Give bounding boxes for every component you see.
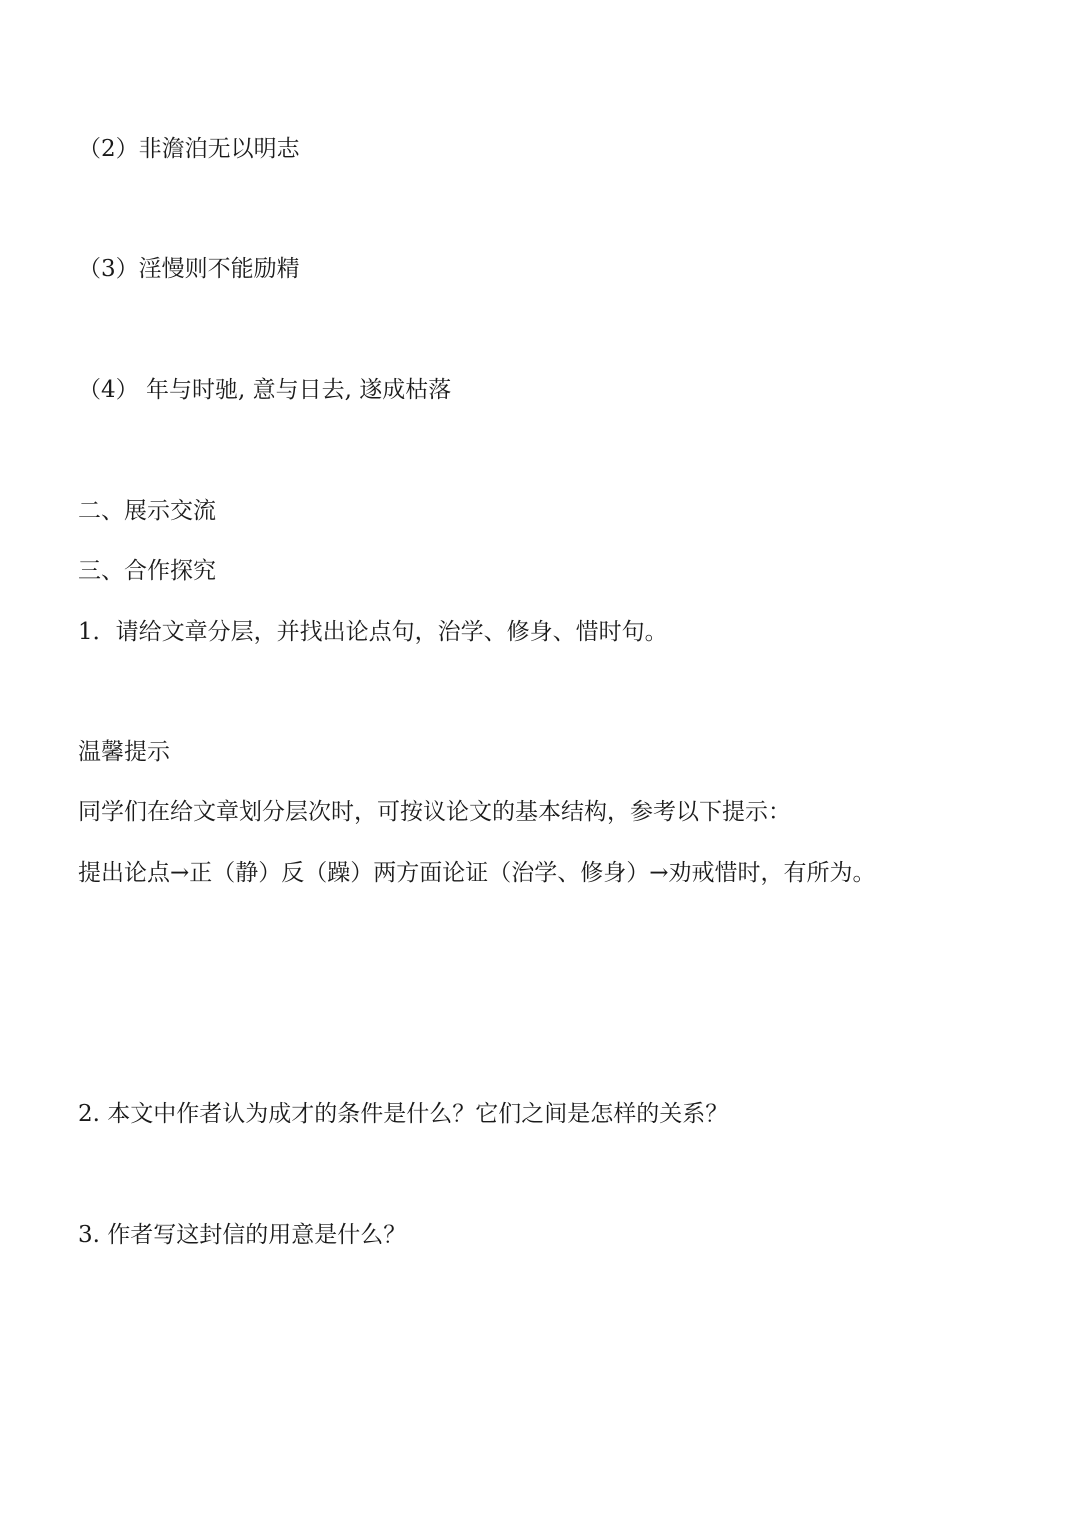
- question-1: 1．请给文章分层，并找出论点句，治学、修身、惜时句。: [78, 619, 668, 645]
- translation-item-2: （2）非澹泊无以明志: [78, 136, 300, 162]
- section-heading-explore: 三、合作探究: [78, 558, 216, 584]
- translation-item-3: （3）淫慢则不能励精: [78, 256, 300, 282]
- tip-heading: 温馨提示: [78, 739, 170, 765]
- question-2: 2. 本文中作者认为成才的条件是什么？它们之间是怎样的关系？: [78, 1101, 729, 1127]
- translation-item-4: （4） 年与时驰, 意与日去, 遂成枯落: [78, 377, 452, 403]
- tip-line-1: 同学们在给文章划分层次时，可按议论文的基本结构，参考以下提示：: [78, 799, 791, 825]
- section-heading-display: 二、展示交流: [78, 498, 216, 524]
- tip-line-2: 提出论点→正（静）反（躁）两方面论证（治学、修身）→劝戒惜时，有所为。: [78, 860, 876, 886]
- question-3: 3. 作者写这封信的用意是什么？: [78, 1222, 407, 1248]
